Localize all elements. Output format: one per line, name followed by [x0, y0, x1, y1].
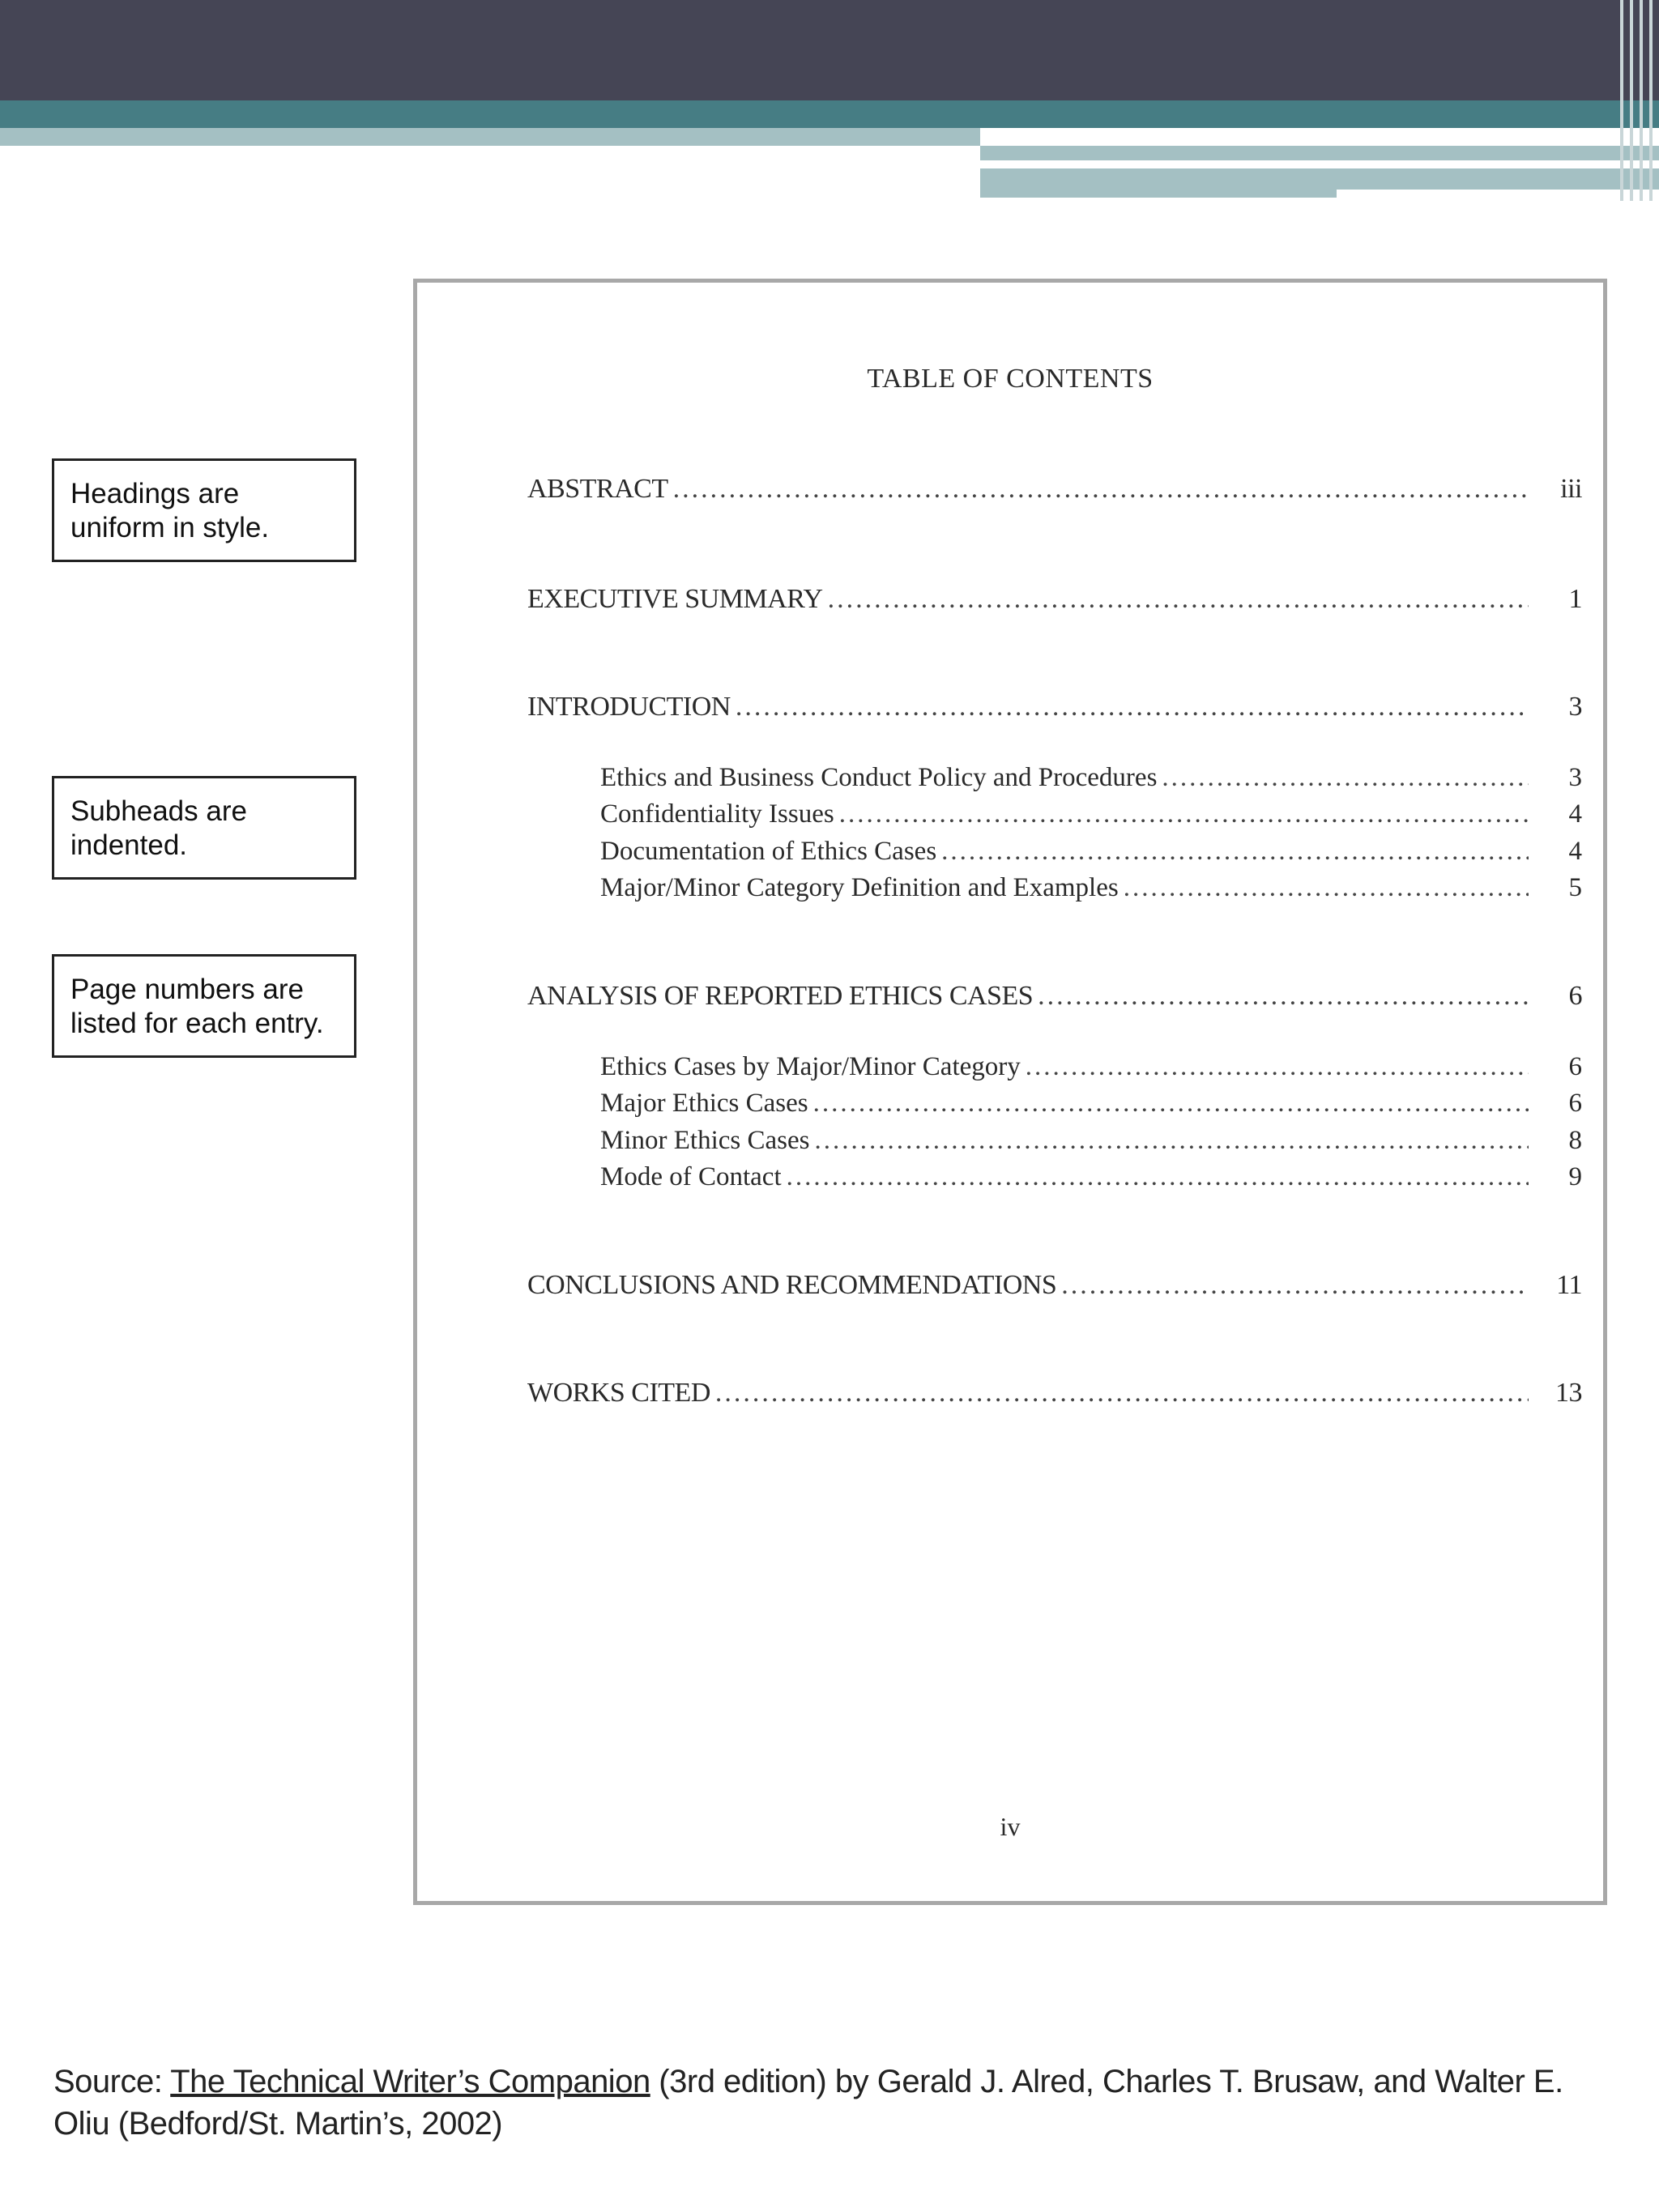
callout-page-numbers: Page numbers are listed for each entry.	[52, 954, 356, 1058]
toc-entry	[527, 474, 1582, 509]
source-book-title: The Technical Writer’s Companion	[170, 2064, 650, 2099]
header-dark-band	[0, 0, 1659, 100]
toc-entry-page: 9	[1568, 1162, 1582, 1191]
toc-subentry	[600, 873, 1582, 909]
toc-leader	[715, 1378, 1529, 1409]
toc-entry-page: 4	[1568, 837, 1582, 866]
toc-entry-page: 3	[1568, 692, 1582, 722]
toc-leader	[1026, 1052, 1529, 1082]
header-stripe	[1640, 0, 1643, 201]
toc-page	[413, 279, 1607, 1905]
toc-entry-page: 13	[1555, 1378, 1582, 1408]
header-white-line	[1337, 190, 1659, 201]
header-stripe	[1630, 0, 1633, 201]
toc-entry	[527, 692, 1582, 727]
toc-entry	[527, 981, 1582, 1016]
toc-leader	[1038, 981, 1529, 1012]
toc-entry-label: Major/Minor Category Definition and Examples	[600, 873, 1119, 902]
toc-entry	[527, 1378, 1582, 1413]
toc-subentry	[600, 1126, 1582, 1161]
source-prefix: Source:	[53, 2064, 171, 2099]
toc-entry-page: 6	[1568, 1052, 1582, 1081]
toc-entry-page: 11	[1556, 1270, 1582, 1300]
toc-entry-page: 6	[1568, 981, 1582, 1011]
toc-leader	[736, 692, 1529, 722]
toc-leader	[828, 584, 1529, 615]
toc-title: TABLE OF CONTENTS	[867, 364, 1154, 394]
toc-entry	[527, 584, 1582, 620]
callout-headings: Headings are uniform in style.	[52, 458, 356, 562]
toc-leader	[673, 474, 1529, 505]
toc-entry	[527, 1270, 1582, 1306]
toc-entry-label: EXECUTIVE SUMMARY	[527, 584, 823, 614]
toc-leader	[813, 1089, 1529, 1119]
header-light-band	[0, 128, 980, 146]
header-light-band	[980, 146, 1659, 160]
toc-entry-page: 5	[1568, 873, 1582, 902]
toc-subentry	[600, 799, 1582, 835]
toc-subentry	[600, 837, 1582, 872]
toc-subentry	[600, 763, 1582, 799]
toc-leader	[941, 837, 1529, 867]
header-teal-band	[0, 100, 1659, 128]
toc-leader	[787, 1162, 1529, 1192]
toc-entry-label: Confidentiality Issues	[600, 799, 834, 829]
toc-leader	[1061, 1270, 1529, 1301]
toc-entry-label: ANALYSIS OF REPORTED ETHICS CASES	[527, 981, 1034, 1011]
toc-entry-page: 8	[1568, 1126, 1582, 1155]
toc-entry-label: Major Ethics Cases	[600, 1089, 808, 1118]
header-stripe	[1649, 0, 1653, 201]
page-number: iv	[1000, 1812, 1021, 1841]
toc-subentry	[600, 1089, 1582, 1124]
callout-subheads: Subheads are indented.	[52, 776, 356, 880]
toc-leader	[839, 799, 1529, 829]
toc-entry-label: Ethics and Business Conduct Policy and Procedures	[600, 763, 1158, 792]
source-details: (3rd edition) by Gerald J. Alred, Charles T. Brusaw, and Walter E. Oliu (Bedford/St. Martin’s, 2002)	[53, 2064, 1563, 2142]
toc-subentry	[600, 1052, 1582, 1088]
toc-entry-label: WORKS CITED	[527, 1378, 710, 1408]
toc-entry-label: Ethics Cases by Major/Minor Category	[600, 1052, 1021, 1081]
toc-entry-label: Minor Ethics Cases	[600, 1126, 810, 1155]
toc-entry-page: iii	[1560, 474, 1582, 504]
toc-entry-page: 6	[1568, 1089, 1582, 1118]
toc-leader	[1124, 873, 1529, 903]
toc-entry-page: 3	[1568, 763, 1582, 792]
toc-leader	[1162, 763, 1529, 793]
toc-subentry	[600, 1162, 1582, 1198]
header-white-line	[980, 160, 1536, 168]
toc-entry-page: 1	[1568, 584, 1582, 614]
toc-entry-page: 4	[1568, 799, 1582, 829]
header-stripe	[1620, 0, 1623, 201]
toc-entry-label: ABSTRACT	[527, 474, 668, 504]
toc-entry-label: Mode of Contact	[600, 1162, 782, 1191]
toc-entry-label: CONCLUSIONS AND RECOMMENDATIONS	[527, 1270, 1057, 1300]
source-citation	[53, 2061, 1593, 2145]
toc-entry-label: Documentation of Ethics Cases	[600, 837, 937, 866]
toc-entry-label: INTRODUCTION	[527, 692, 731, 722]
toc-leader	[814, 1126, 1529, 1156]
